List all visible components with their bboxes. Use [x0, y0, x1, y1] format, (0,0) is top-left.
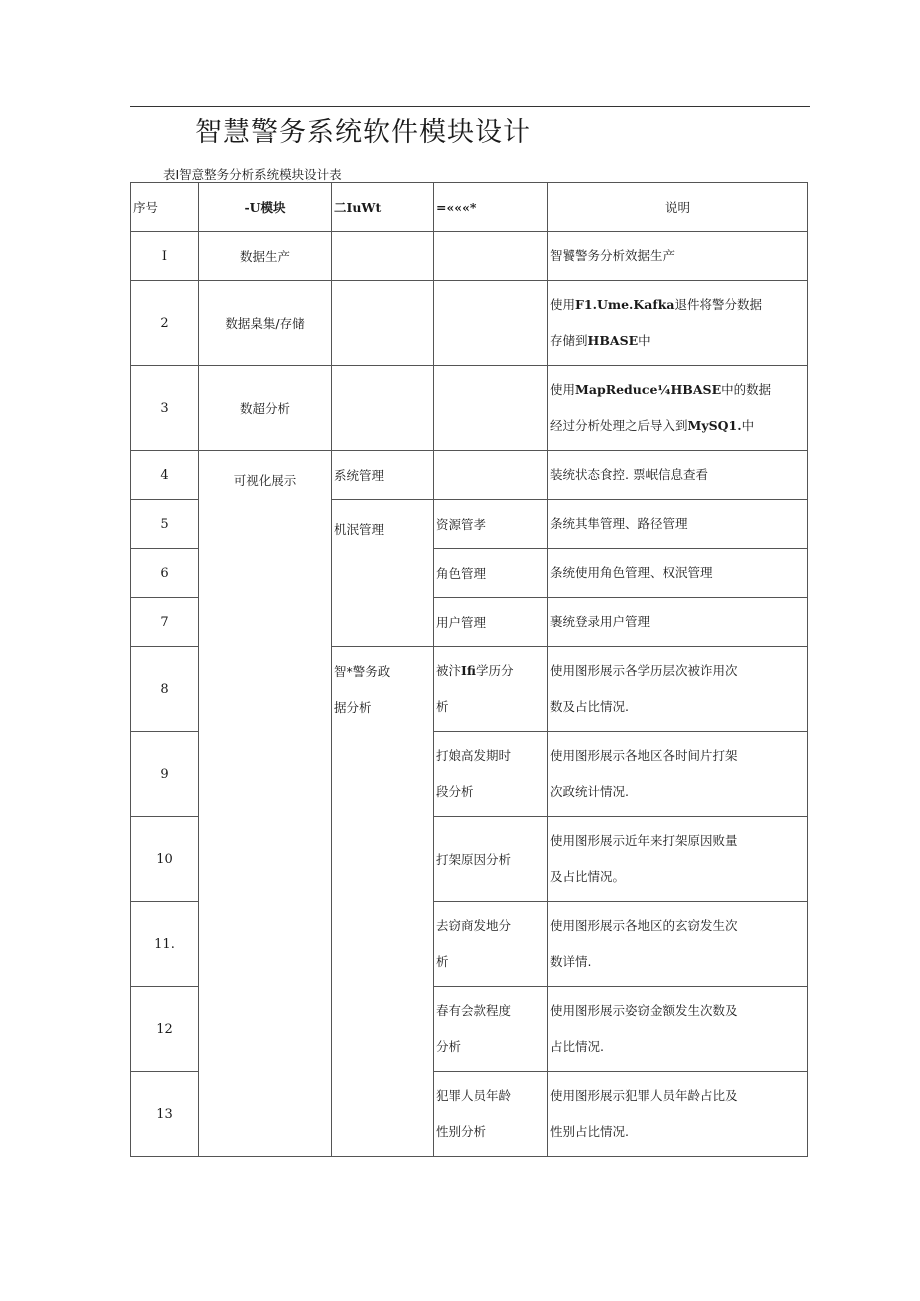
module-name: 数据臬集/存储	[199, 281, 332, 366]
sub-text: 析	[436, 954, 449, 969]
description	[548, 817, 808, 902]
sub-text: 智*警务政	[334, 664, 391, 679]
sub-text: 学历分	[475, 663, 514, 678]
desc-text: 经过分析处理之后导入到	[550, 418, 688, 433]
table-row	[131, 281, 808, 366]
desc-text: 存储到	[550, 333, 588, 348]
row-no: 4	[131, 451, 199, 500]
desc-text: 中	[638, 333, 651, 348]
table-header-row	[131, 183, 808, 232]
desc-text: 使用图形展示近年来打架原因败量	[550, 833, 738, 848]
desc-keyword: F1.Ume.Kafka	[575, 297, 675, 312]
desc-text: 数详情.	[550, 954, 592, 969]
desc-text: 性别占比情况.	[550, 1124, 629, 1139]
desc-text: 使用图形展示犯罪人员年龄占比及	[550, 1088, 738, 1103]
desc-text: 中	[741, 418, 755, 433]
sub-module-2: 用户管理	[434, 598, 548, 647]
sub-module-2: 资源管孝	[434, 500, 548, 549]
row-no: 7	[131, 598, 199, 647]
module-name: 可视化展示	[199, 451, 332, 1157]
row-no: 5	[131, 500, 199, 549]
row-no: 11.	[131, 902, 199, 987]
row-no: 12	[131, 987, 199, 1072]
row-no: 6	[131, 549, 199, 598]
desc-text: 及占比情况。	[550, 869, 626, 884]
desc-text: 使用	[550, 382, 576, 397]
header-desc: 说明	[548, 183, 808, 232]
desc-keyword: MySQ1.	[687, 418, 742, 433]
table-row	[131, 366, 808, 451]
sub-module-2: 打架原因分析	[434, 817, 548, 902]
desc-text: 使用图形展示各地区的玄窃发生次	[550, 918, 738, 933]
sub-module-1: 机泯管理	[332, 500, 434, 647]
sub-text: 打娘高发期时	[436, 748, 512, 763]
desc-text: 退件将警分数据	[674, 297, 762, 312]
description	[548, 987, 808, 1072]
document-title: 智慧警务系统软件模块设计	[195, 117, 531, 148]
table-row	[131, 232, 808, 281]
desc-text: 中的数据	[721, 382, 772, 397]
description: 裹统登录用户管理	[548, 598, 808, 647]
desc-text: 使用图形展示各学历层次被诈用次	[550, 663, 738, 678]
description	[548, 366, 808, 451]
row-no: 13	[131, 1072, 199, 1157]
module-design-table	[130, 182, 808, 1157]
desc-text: 使用图形展示各地区各时间片打架	[550, 748, 738, 763]
description: 条统其隼管理、路径管理	[548, 500, 808, 549]
sub-text: 段分析	[436, 784, 474, 799]
table-caption: 表I智意整务分析系统模块设计表	[163, 167, 342, 182]
sub-text: 被汴	[436, 663, 462, 678]
sub-module-2	[434, 232, 548, 281]
sub-text: 据分析	[334, 700, 372, 715]
sub-module-2	[434, 902, 548, 987]
description	[548, 281, 808, 366]
row-no: 8	[131, 647, 199, 732]
sub-module-1	[332, 366, 434, 451]
sub-keyword: Ifi	[461, 663, 476, 678]
sub-text: 性别分析	[436, 1124, 487, 1139]
description	[548, 1072, 808, 1157]
desc-text: 次政统计情况.	[550, 784, 629, 799]
row-no: 3	[131, 366, 199, 451]
desc-keyword: MapReduce¼HBASE	[575, 382, 722, 397]
module-name: 数超分析	[199, 366, 332, 451]
description	[548, 647, 808, 732]
module-name: 数据生产	[199, 232, 332, 281]
sub-text: 犯罪人员年龄	[436, 1088, 512, 1103]
sub-module-1	[332, 232, 434, 281]
description	[548, 902, 808, 987]
sub-module-2	[434, 366, 548, 451]
description: 智饕警务分析效据生产	[548, 232, 808, 281]
table-row	[131, 451, 808, 500]
row-no: 10	[131, 817, 199, 902]
header-module: -U模块	[199, 183, 332, 232]
sub-text: 析	[436, 699, 449, 714]
sub-module-1	[332, 647, 434, 1157]
sub-module-1: 系统管理	[332, 451, 434, 500]
sub-module-2	[434, 987, 548, 1072]
sub-module-2	[434, 1072, 548, 1157]
header-sub2: =«««*	[434, 183, 548, 232]
sub-module-1	[332, 281, 434, 366]
sub-module-2	[434, 281, 548, 366]
description: 装统状态食控. 票岷信息查看	[548, 451, 808, 500]
description: 条统使用角色管理、权泯管理	[548, 549, 808, 598]
desc-text: 数及占比情况.	[550, 699, 629, 714]
desc-text: 使用	[550, 297, 576, 312]
sub-module-2: 角色管理	[434, 549, 548, 598]
header-no: 序号	[131, 183, 199, 232]
row-no: 9	[131, 732, 199, 817]
description	[548, 732, 808, 817]
row-no: 2	[131, 281, 199, 366]
sub-module-2	[434, 647, 548, 732]
sub-text: 分析	[436, 1039, 462, 1054]
row-no: I	[131, 232, 199, 281]
header-rule	[130, 106, 810, 107]
sub-text: 春有会款程度	[436, 1003, 512, 1018]
desc-text: 占比情况.	[550, 1039, 604, 1054]
header-sub1: 二IuWt	[332, 183, 434, 232]
sub-text: 去窃商发地分	[436, 918, 512, 933]
sub-module-2	[434, 451, 548, 500]
desc-keyword: HBASE	[587, 333, 639, 348]
sub-module-2	[434, 732, 548, 817]
desc-text: 使用图形展示姿窃金额发生次数及	[550, 1003, 738, 1018]
